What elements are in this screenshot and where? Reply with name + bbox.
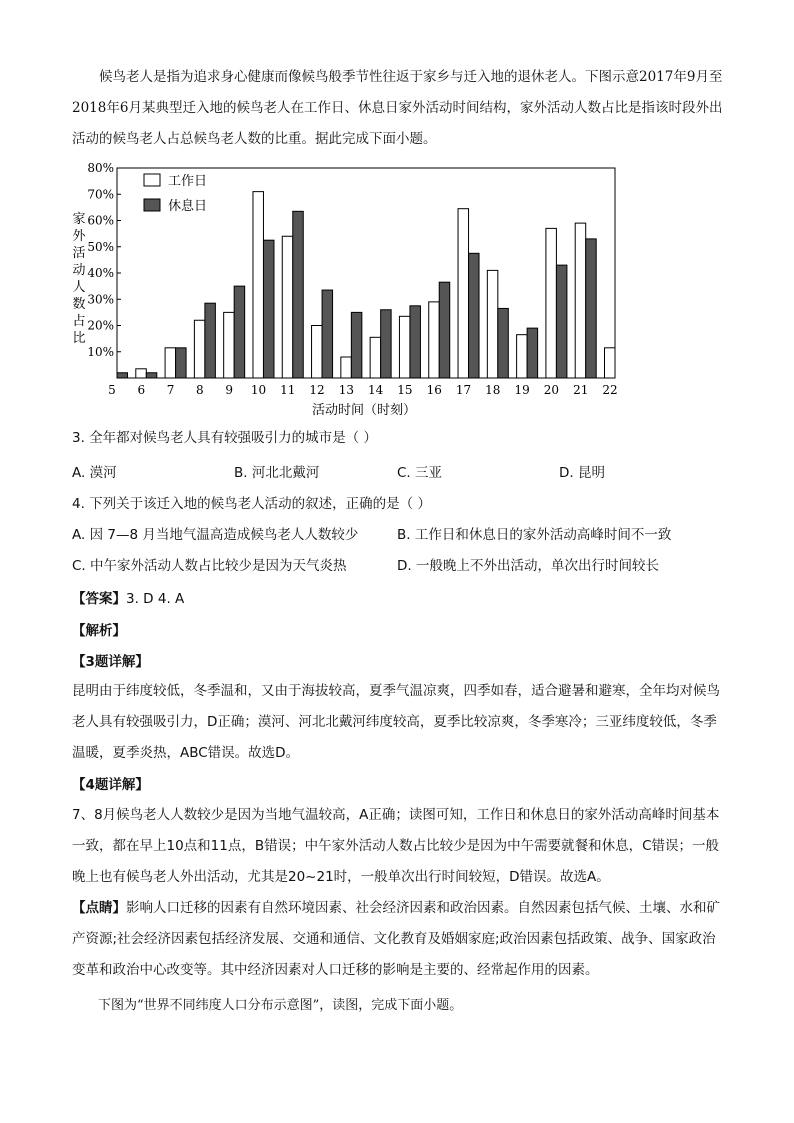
detail3-label: 【3题详解】 [72,654,149,670]
y-axis-label-char: 外 [72,229,86,244]
bar-restday [322,290,333,378]
q4-option-d: D. 一般晚上不外出活动，单次出行时间较长 [397,558,659,574]
answer-line [72,587,184,607]
bar-restday [293,211,304,378]
bar-workday [253,192,264,378]
y-axis-label-char: 比 [72,331,86,346]
y-tick-label: 10% [87,344,114,359]
bar-workday [165,348,176,378]
q4-option-b: B. 工作日和休息日的家外活动高峰时间不一致 [397,527,672,543]
q3-option-c: C. 三亚 [397,465,443,481]
legend-label: 休息日 [168,199,208,214]
bar-restday [498,308,509,378]
x-tick-label: 10 [250,383,267,397]
tip-text: 影响人口迁移的因素有自然环境因素、社会经济因素和政治因素。自然因素包括气候、土壤、水和矿产资源;社会经济因素包括经济发展、交通和通信、文化教育及婚姻家庭;政治因素包括政策、战争、国家政治变革和政治中心改变等。其中经济因素对人口迁移的影响是主要的、经常起作用的因素。 [72,900,720,978]
x-tick-label: 7 [166,383,175,397]
bar-workday [224,312,235,378]
bar-restday [351,312,362,378]
tip-label: 【点睛】 [72,900,126,916]
x-tick-label: 13 [338,383,354,397]
bar-workday [282,236,293,378]
y-axis-label-char: 占 [72,314,86,329]
q3-option-b: B. 河北北戴河 [234,465,320,481]
y-tick-label: 50% [87,239,114,254]
bar-workday [429,302,440,378]
detail4-text: 7、8月候鸟老人人数较少是因为当地气温较高，A正确；读图可知，工作日和休息日的家外活动高峰时间基本一致，都在早上10点和11点，B错误；中午家外活动人数占比较少是因为中午需要就餐和休息，C错误；一般晚上也有候鸟老人外出活动，尤其是20~21时，一般单次出行时间较短，D错误。故选A。 [72,807,720,885]
next-intro: 下图为“世界不同纬度人口分布示意图”，读图，完成下面小题。 [98,998,463,1013]
bar-workday [487,270,498,378]
detail3-text: 昆明由于纬度较低，冬季温和，又由于海拔较高，夏季气温凉爽，四季如春，适合避暑和避寒，全年均对候鸟老人具有较强吸引力，D正确；漠河、河北北戴河纬度较高，夏季比较凉爽，冬季寒冷；三亚纬度较低，冬季温暖，夏季炎热，ABC错误。故选D。 [72,683,720,761]
bar-workday [312,326,323,379]
x-tick-label: 5 [108,383,116,397]
q3-option-d: D. 昆明 [559,465,605,481]
bar-restday [234,286,245,378]
tip-block [72,893,724,986]
bar-workday [517,335,528,378]
bar-restday [469,253,480,378]
y-axis-label-char: 家 [72,212,86,227]
legend-swatch [144,174,160,186]
x-tick-label: 19 [514,383,530,397]
x-axis-label: 活动时间（时刻） [311,403,417,418]
x-tick-label: 20 [543,383,560,397]
bar-workday [194,320,205,378]
intro-text: 候鸟老人是指为追求身心健康而像候鸟般季节性往返于家乡与迁入地的退休老人。下图示意2017年9月至2018年6月某典型迁入地的候鸟老人在工作日、休息日家外活动时间结构，家外活动人数占比是指该时段外出活动的候鸟老人占总候鸟老人数的比重。据此完成下面小题。 [72,69,723,147]
legend-swatch [144,199,160,211]
legend-label: 工作日 [168,174,208,189]
bar-workday [458,209,469,378]
y-tick-label: 40% [87,266,114,280]
bar-restday [263,240,274,378]
y-axis-label-char: 人 [72,280,86,295]
detail4-label: 【4题详解】 [72,777,149,793]
bar-restday [381,310,392,378]
q4-option-c: C. 中午家外活动人数占比较少是因为天气炎热 [72,558,347,574]
bar-workday [399,316,410,378]
x-tick-label: 8 [196,383,204,397]
y-tick-label: 30% [87,292,114,307]
x-tick-label: 6 [137,383,146,397]
x-tick-label: 16 [426,383,442,397]
bar-restday [146,373,157,378]
x-tick-label: 14 [368,383,384,397]
x-tick-label: 22 [602,383,618,397]
y-tick-label: 80% [87,161,114,175]
intro-paragraph [72,62,732,155]
q3-stem: 3. 全年都对候鸟老人具有较强吸引力的城市是（ ） [72,430,377,446]
bar-workday [370,337,381,378]
y-tick-label: 70% [87,187,114,202]
bar-restday [410,306,421,378]
bar-restday [439,282,450,378]
y-tick-label: 20% [87,318,114,333]
x-tick-label: 18 [485,383,501,397]
bar-restday [527,328,538,378]
x-tick-label: 17 [455,383,472,397]
activity-bar-chart [60,160,660,424]
bar-workday [136,369,147,378]
bar-workday [546,228,557,378]
y-axis-label-char: 活 [72,246,86,261]
q4-stem: 4. 下列关于该迁入地的候鸟老人活动的叙述，正确的是（ ） [72,496,431,512]
x-tick-label: 15 [397,383,413,397]
answer-label: 【答案】 [72,591,126,607]
y-axis-label-char: 动 [72,263,86,278]
x-tick-label: 21 [573,383,589,397]
x-tick-label: 11 [280,383,296,397]
bar-restday [205,303,216,378]
bar-restday [556,265,567,378]
analysis-label: 【解析】 [72,623,126,639]
bar-restday [586,239,597,378]
x-tick-label: 9 [225,383,233,397]
answer-value: 3. D 4. A [126,591,185,607]
q3-option-a: A. 漠河 [72,465,117,481]
bar-restday [176,348,187,378]
y-axis-label-char: 数 [72,297,86,312]
q4-option-a: A. 因 7—8 月当地气温高造成候鸟老人人数较少 [72,527,359,543]
x-tick-label: 12 [309,383,325,397]
bar-workday [341,357,352,378]
bar-workday [575,223,586,378]
bar-restday [117,373,128,378]
bar-workday [605,348,616,378]
y-tick-label: 60% [87,213,114,228]
